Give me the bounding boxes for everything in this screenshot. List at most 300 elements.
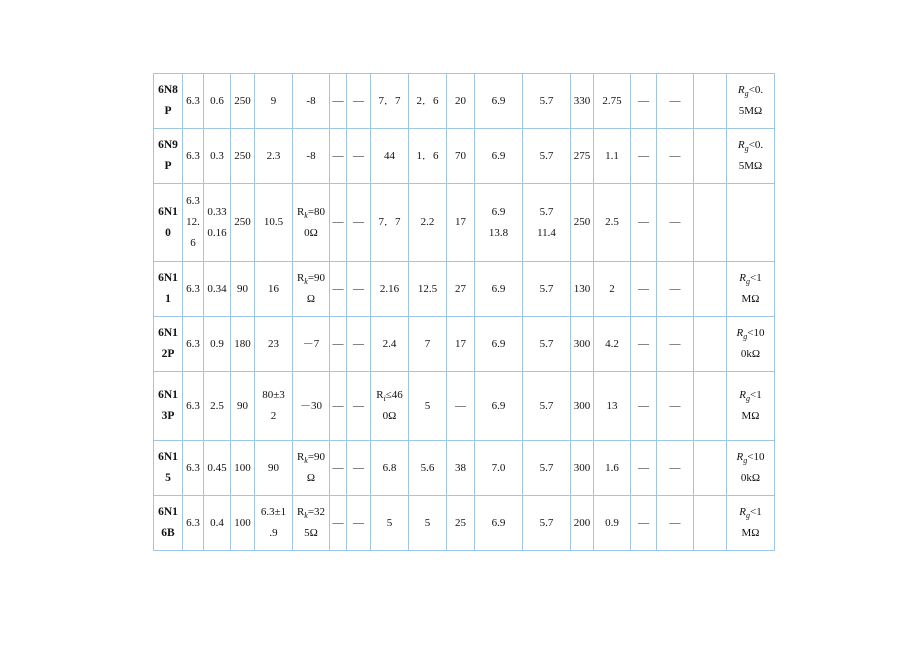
cell-text: — xyxy=(638,516,649,529)
cell-line: 2．6 xyxy=(416,94,439,107)
value-cell xyxy=(475,184,523,262)
formula-line xyxy=(728,268,773,289)
value-cell xyxy=(330,317,347,372)
value-cell xyxy=(231,496,255,551)
value-cell xyxy=(657,317,694,372)
value-cell xyxy=(594,496,631,551)
value-cell xyxy=(657,184,694,262)
value-cell xyxy=(409,441,447,496)
value-cell xyxy=(371,496,409,551)
cell-line: 1 xyxy=(165,293,171,305)
cell-text: — xyxy=(669,399,681,412)
value-cell xyxy=(594,317,631,372)
cell-text: 2 xyxy=(609,282,615,295)
cell-line: 180 xyxy=(234,337,251,350)
cell-text: — xyxy=(669,216,681,228)
formula-subscript: k xyxy=(304,511,308,521)
formula-symbol: R xyxy=(736,451,744,463)
value-cell xyxy=(204,496,231,551)
formula-value: <1 xyxy=(750,506,762,518)
cell-text: 250 xyxy=(573,216,591,228)
cell-line: 7．7 xyxy=(378,216,401,228)
formula-subscript: g xyxy=(746,277,750,287)
cell-line: 6.9 xyxy=(491,337,506,350)
formula-value: <10 xyxy=(747,327,765,339)
cell-line: 6N1 xyxy=(158,451,178,463)
value-cell xyxy=(409,496,447,551)
cell-text: — xyxy=(353,516,364,529)
value-cell xyxy=(330,441,347,496)
value-cell xyxy=(293,74,330,129)
formula-line: 5Ω xyxy=(304,527,318,539)
note-cell xyxy=(727,372,775,441)
value-cell xyxy=(657,372,694,441)
cell-line: 9 xyxy=(270,94,277,107)
cell-text: 275 xyxy=(573,149,591,162)
formula-line: 5MΩ xyxy=(738,160,763,172)
cell-line: 6 xyxy=(190,237,196,249)
cell-line: 5.7 xyxy=(539,205,554,218)
value-cell xyxy=(475,317,523,372)
cell-line: 6.3 xyxy=(186,94,200,107)
cell-text: — xyxy=(638,216,649,228)
note-cell xyxy=(727,496,775,551)
note-cell xyxy=(727,441,775,496)
cell-line: 5.7 xyxy=(539,282,554,295)
value-cell xyxy=(694,184,727,262)
cell-text: 330 xyxy=(573,94,591,107)
cell-text: 200 xyxy=(573,516,591,529)
cell-line: 5 xyxy=(165,472,171,484)
cell-line: 13.8 xyxy=(488,226,509,239)
formula-subscript: k xyxy=(304,277,308,287)
value-cell xyxy=(594,184,631,262)
table-row xyxy=(154,441,775,496)
value-cell xyxy=(255,262,293,317)
value-cell xyxy=(183,317,204,372)
note-cell xyxy=(727,317,775,372)
value-cell xyxy=(231,184,255,262)
cell-line: 0.4 xyxy=(210,516,224,529)
value-cell xyxy=(183,496,204,551)
cell-line: 2.4 xyxy=(382,337,397,350)
cell-line: 5 xyxy=(386,516,393,529)
value-cell xyxy=(694,496,727,551)
value-cell xyxy=(631,441,657,496)
value-cell xyxy=(255,372,293,441)
cell-line: 250 xyxy=(234,149,251,162)
value-cell xyxy=(631,372,657,441)
cell-line: P xyxy=(164,105,172,117)
cell-text: — xyxy=(332,282,344,295)
cell-line: 0.34 xyxy=(207,282,227,295)
cell-line: 6.3 xyxy=(186,149,200,162)
value-cell xyxy=(347,74,371,129)
cell-line: 90 xyxy=(237,399,248,412)
cell-text: — xyxy=(638,337,649,350)
value-cell xyxy=(571,262,594,317)
value-cell xyxy=(475,74,523,129)
formula-value: <0. xyxy=(748,139,764,151)
table-row xyxy=(154,129,775,184)
value-cell xyxy=(447,317,475,372)
cell-text: 0.9 xyxy=(605,516,619,529)
cell-line: 11.4 xyxy=(537,226,556,239)
cell-text: 4.2 xyxy=(605,337,619,350)
formula-line xyxy=(294,202,328,223)
value-cell xyxy=(347,372,371,441)
value-cell xyxy=(475,262,523,317)
cell-line: -8 xyxy=(306,149,316,162)
value-cell xyxy=(475,496,523,551)
cell-line: －30 xyxy=(300,399,322,412)
cell-line: 6.9 xyxy=(491,282,506,295)
table-row xyxy=(154,184,775,262)
cell-line: 5 xyxy=(424,516,431,529)
value-cell xyxy=(447,262,475,317)
cell-line: .9 xyxy=(269,527,278,539)
value-cell xyxy=(447,184,475,262)
cell-text: 17 xyxy=(455,337,466,350)
formula-value: <10 xyxy=(747,451,765,463)
cell-text: — xyxy=(353,216,364,228)
cell-line: 0.6 xyxy=(210,94,224,107)
formula-symbol: R xyxy=(296,205,305,218)
cell-text: 130 xyxy=(573,282,591,295)
cell-text: — xyxy=(669,461,681,474)
value-cell xyxy=(523,372,571,441)
value-cell xyxy=(571,74,594,129)
cell-text: 20 xyxy=(455,94,466,107)
value-cell xyxy=(255,129,293,184)
value-cell xyxy=(694,372,727,441)
cell-line: 6N1 xyxy=(158,506,178,518)
cell-line: 6.9 xyxy=(491,149,506,162)
table-row xyxy=(154,262,775,317)
formula-line xyxy=(728,135,773,156)
cell-text: — xyxy=(638,282,649,295)
table-row xyxy=(154,317,775,372)
cell-text: — xyxy=(353,461,364,474)
model-cell xyxy=(154,262,183,317)
formula-subscript: g xyxy=(746,394,750,404)
cell-line: 7.0 xyxy=(491,461,506,474)
value-cell xyxy=(594,262,631,317)
cell-line: 6.3 xyxy=(186,337,200,350)
value-cell xyxy=(631,262,657,317)
value-cell xyxy=(631,74,657,129)
value-cell xyxy=(231,372,255,441)
value-cell xyxy=(447,74,475,129)
value-cell xyxy=(409,74,447,129)
formula-value: =90 xyxy=(307,451,326,463)
model-cell xyxy=(154,129,183,184)
value-cell xyxy=(347,496,371,551)
formula-line xyxy=(294,268,328,289)
value-cell xyxy=(694,317,727,372)
formula-value: ≤46 xyxy=(385,389,403,401)
value-cell xyxy=(657,129,694,184)
value-cell xyxy=(571,129,594,184)
cell-line: 6.3 xyxy=(186,516,200,529)
value-cell xyxy=(694,262,727,317)
value-cell xyxy=(523,129,571,184)
cell-line: 0.9 xyxy=(210,337,224,350)
formula-subscript: k xyxy=(304,456,308,466)
cell-line: 2 xyxy=(270,410,277,422)
table-row xyxy=(154,372,775,441)
cell-text: — xyxy=(669,282,681,295)
value-cell xyxy=(255,317,293,372)
cell-text: 25 xyxy=(455,516,466,529)
value-cell xyxy=(255,441,293,496)
cell-text: — xyxy=(332,94,344,107)
cell-text: — xyxy=(353,149,364,162)
cell-text: 27 xyxy=(455,282,466,295)
formula-symbol: R xyxy=(739,389,746,401)
value-cell xyxy=(231,74,255,129)
table-row xyxy=(154,496,775,551)
cell-text: — xyxy=(669,337,681,350)
cell-line: 6.3 xyxy=(186,399,200,412)
value-cell xyxy=(475,372,523,441)
cell-text: 17 xyxy=(455,216,466,228)
formula-subscript: g xyxy=(744,89,749,99)
value-cell xyxy=(657,496,694,551)
cell-line: 10.5 xyxy=(263,216,284,228)
cell-line: 6.3±1 xyxy=(260,506,287,518)
formula-line xyxy=(294,447,328,468)
formula-subscript: g xyxy=(743,332,748,342)
value-cell xyxy=(371,372,409,441)
value-cell xyxy=(231,262,255,317)
model-cell xyxy=(154,441,183,496)
note-cell xyxy=(727,262,775,317)
value-cell xyxy=(347,441,371,496)
value-cell xyxy=(409,184,447,262)
value-cell xyxy=(447,129,475,184)
value-cell xyxy=(523,74,571,129)
cell-text: — xyxy=(353,94,364,107)
value-cell xyxy=(694,74,727,129)
value-cell xyxy=(330,129,347,184)
cell-line: 6N1 xyxy=(158,389,178,401)
value-cell xyxy=(347,317,371,372)
cell-text: — xyxy=(332,216,344,228)
value-cell xyxy=(330,372,347,441)
value-cell xyxy=(293,496,330,551)
value-cell xyxy=(409,372,447,441)
value-cell xyxy=(255,496,293,551)
value-cell xyxy=(347,129,371,184)
formula-value: =32 xyxy=(307,506,326,518)
formula-line: Ω xyxy=(306,472,316,484)
value-cell xyxy=(293,184,330,262)
cell-text: — xyxy=(353,337,364,350)
value-cell xyxy=(631,496,657,551)
value-cell xyxy=(571,184,594,262)
cell-line: 3P xyxy=(161,410,175,422)
formula-symbol: R xyxy=(736,327,744,339)
value-cell xyxy=(255,184,293,262)
formula-symbol: R xyxy=(376,389,384,401)
model-cell xyxy=(154,74,183,129)
cell-text: — xyxy=(332,516,344,529)
cell-line: 6N1 xyxy=(158,272,178,284)
formula-value: =90 xyxy=(307,272,326,284)
cell-line: －7 xyxy=(302,337,320,350)
value-cell xyxy=(657,441,694,496)
cell-line: 6.9 xyxy=(491,516,506,529)
cell-line: 1．6 xyxy=(416,149,439,162)
formula-line xyxy=(728,385,773,406)
cell-line: 6N9 xyxy=(158,139,178,151)
value-cell xyxy=(204,372,231,441)
cell-line: 0.3 xyxy=(210,149,224,162)
cell-text: 300 xyxy=(573,399,591,412)
cell-text: 38 xyxy=(455,461,466,474)
value-cell xyxy=(631,129,657,184)
cell-line: 5 xyxy=(424,399,431,412)
value-cell xyxy=(330,74,347,129)
formula-line xyxy=(728,323,773,344)
formula-value: <1 xyxy=(750,272,762,284)
formula-symbol: R xyxy=(737,139,745,151)
cell-line: 5.7 xyxy=(539,149,554,162)
formula-symbol: R xyxy=(739,506,746,518)
cell-text: — xyxy=(669,94,681,107)
value-cell xyxy=(571,372,594,441)
model-cell xyxy=(154,317,183,372)
value-cell xyxy=(293,441,330,496)
value-cell xyxy=(204,441,231,496)
value-cell xyxy=(231,317,255,372)
cell-line: 0 xyxy=(165,226,171,239)
formula-value: <0. xyxy=(748,84,764,96)
value-cell xyxy=(523,496,571,551)
formula-subscript: k xyxy=(304,210,308,220)
note-cell xyxy=(727,184,775,262)
cell-text: — xyxy=(353,399,364,412)
value-cell xyxy=(571,441,594,496)
formula-line: Ω xyxy=(306,293,316,305)
cell-line: 100 xyxy=(234,461,251,474)
value-cell xyxy=(594,372,631,441)
cell-line: 6N1 xyxy=(158,327,178,339)
value-cell xyxy=(523,317,571,372)
formula-line: 5MΩ xyxy=(738,105,763,117)
value-cell xyxy=(371,184,409,262)
value-cell xyxy=(409,317,447,372)
formula-line: MΩ xyxy=(741,410,760,422)
cell-line: 6.9 xyxy=(491,94,506,107)
value-cell xyxy=(594,74,631,129)
tube-spec-table xyxy=(153,73,775,551)
cell-text: — xyxy=(638,399,649,412)
cell-line: 0.33 xyxy=(207,205,227,218)
cell-line: 250 xyxy=(234,216,251,228)
cell-text: — xyxy=(638,461,649,474)
value-cell xyxy=(631,317,657,372)
cell-text: — xyxy=(638,149,649,162)
cell-line: 23 xyxy=(268,337,279,350)
cell-line: 7 xyxy=(424,337,431,350)
formula-line xyxy=(728,80,773,101)
value-cell xyxy=(447,496,475,551)
cell-line: 6.9 xyxy=(491,205,506,218)
cell-line: 0.45 xyxy=(207,461,227,474)
cell-text: 70 xyxy=(455,149,466,162)
value-cell xyxy=(183,262,204,317)
formula-line: 0kΩ xyxy=(740,472,761,484)
value-cell xyxy=(409,129,447,184)
cell-line: 44 xyxy=(384,149,395,162)
value-cell xyxy=(231,441,255,496)
cell-line: 2.2 xyxy=(420,216,435,228)
formula-line: MΩ xyxy=(741,527,760,539)
value-cell xyxy=(204,317,231,372)
formula-value: <1 xyxy=(750,389,762,401)
cell-text: — xyxy=(455,399,466,412)
formula-line xyxy=(372,385,407,406)
formula-symbol: R xyxy=(737,84,745,96)
note-cell xyxy=(727,129,775,184)
formula-symbol: R xyxy=(739,272,746,284)
cell-line: 250 xyxy=(234,94,251,107)
value-cell xyxy=(594,129,631,184)
value-cell xyxy=(523,262,571,317)
formula-symbol: R xyxy=(296,272,305,284)
cell-text: 300 xyxy=(573,461,591,474)
value-cell xyxy=(293,372,330,441)
value-cell xyxy=(571,317,594,372)
value-cell xyxy=(657,262,694,317)
cell-line: 6B xyxy=(161,527,175,539)
note-cell xyxy=(727,74,775,129)
cell-line: 0.16 xyxy=(207,226,227,239)
cell-line: 2P xyxy=(161,348,175,360)
cell-text: 1.1 xyxy=(605,149,619,162)
value-cell xyxy=(523,184,571,262)
value-cell xyxy=(293,317,330,372)
value-cell xyxy=(183,129,204,184)
value-cell xyxy=(523,441,571,496)
formula-subscript: i xyxy=(383,394,386,404)
cell-line: 6.9 xyxy=(491,399,506,412)
cell-line: 16 xyxy=(268,282,279,295)
formula-line xyxy=(294,502,328,523)
formula-line: 0Ω xyxy=(304,226,318,239)
value-cell xyxy=(330,496,347,551)
value-cell xyxy=(475,129,523,184)
value-cell xyxy=(347,262,371,317)
value-cell xyxy=(409,262,447,317)
cell-line: 100 xyxy=(234,516,251,529)
model-cell xyxy=(154,372,183,441)
cell-line: 6N1 xyxy=(158,205,178,218)
cell-line: 7．7 xyxy=(378,94,401,107)
formula-subscript: g xyxy=(744,144,749,154)
cell-text: — xyxy=(332,149,344,162)
value-cell xyxy=(447,441,475,496)
value-cell xyxy=(371,74,409,129)
cell-line: 6.8 xyxy=(382,461,397,474)
cell-line: 6.3 xyxy=(186,195,200,207)
value-cell xyxy=(475,441,523,496)
formula-subscript: g xyxy=(746,511,750,521)
value-cell xyxy=(694,441,727,496)
cell-line: 6.3 xyxy=(186,461,200,474)
